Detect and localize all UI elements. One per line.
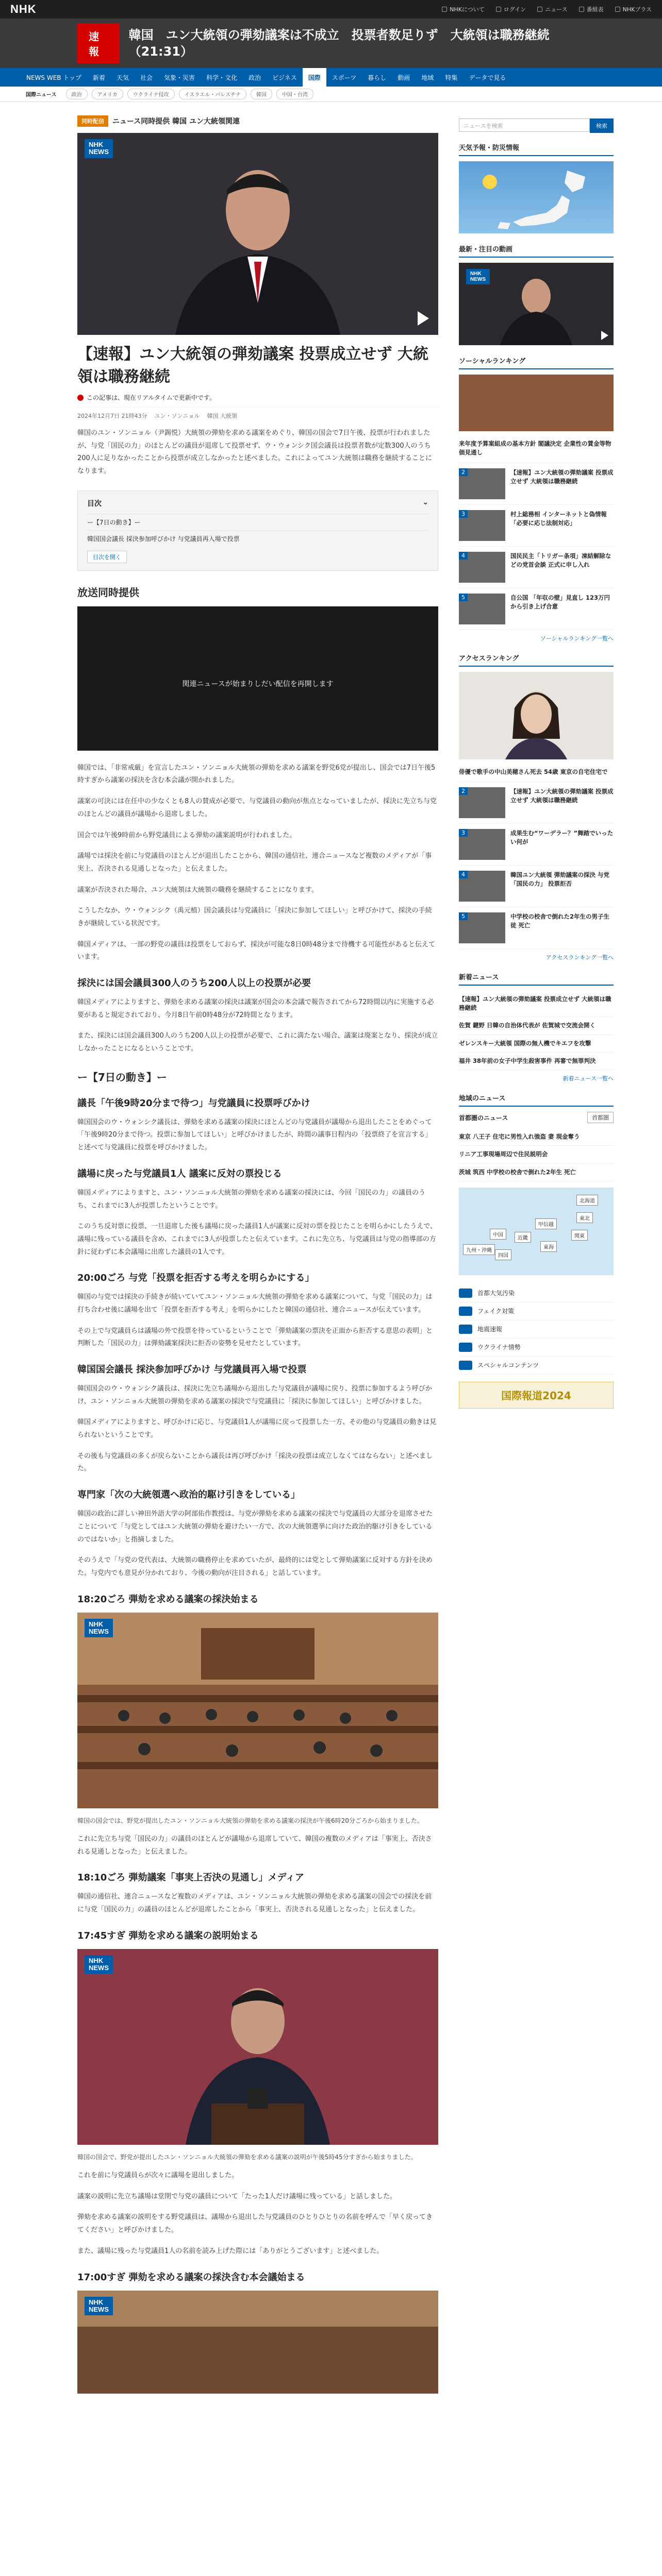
ranking-item[interactable]: [459, 434, 614, 463]
ranking-text: 来年度予算案組成の基本方針 閣議決定 企業性の賃金等物価見通し: [459, 440, 611, 456]
photo-caption: 韓国の国会では、野党が提出したユン・ソンニョル大統領の弾劾を求める議案の採決が午後6時20分ごろから始まりました。: [77, 1817, 423, 1824]
president-figure: [77, 133, 438, 335]
section-heading: 20:00ごろ 与党「投票を拒否する考えを明らかにする」: [77, 1273, 315, 1284]
live-heading: 放送同時提供: [77, 586, 139, 599]
live-message: 関連ニュースが始まりしだい配信を再開します: [182, 680, 334, 688]
section-heading: 韓国国会議長 採決参加呼びかけ 与党議員再入場で投票: [77, 1364, 307, 1375]
lead-paragraph: 韓国のユン・ソンニョル（尹錫悦）大統領の弾劾を求める議案をめぐり、韓国の国会で7日午後、投票が行われましたが、与党「国民の力」のほとんどの議員が退席して投票せず、ウ・ウォンシク国会議長は投票者数が定数300人のうち200人に足りなかったことから投票が成立しなかったと述べました。これによってユン大統領は職務を継続することになります。: [77, 429, 432, 476]
access-thumb: [459, 912, 505, 943]
body-paragraph: これに先立ち与党「国民の力」の議員のほとんどが議場から退席していて、韓国の複数のメディアは「事実上、否決される見通しとなった」と伝えました。: [77, 1835, 432, 1856]
subnav-item[interactable]: 中国・台湾: [276, 89, 313, 99]
meta-tag[interactable]: 韓国 大統領: [207, 413, 237, 419]
body-paragraph: 議案が否決された場合、ユン大統領は大統領の職務を継続することになります。: [77, 886, 318, 894]
service-link[interactable]: [459, 1284, 614, 1302]
rank-number: 3: [459, 510, 468, 518]
access-text: 【速報】ユン大統領の弾劾議案 投票成立せず 大統領は職務継続: [510, 787, 614, 804]
access-item[interactable]: [459, 762, 614, 782]
nav-item-active[interactable]: 国際: [303, 68, 326, 87]
news-icon: [537, 7, 542, 12]
region-pill[interactable]: 東北: [576, 1212, 593, 1223]
local-news-item[interactable]: 東京 八王子 住宅に男性入れ強盗 妻 現金奪う: [459, 1128, 614, 1146]
subnav-title: 国際ニュース: [26, 92, 57, 98]
subnav-item[interactable]: ウクライナ侵攻: [127, 89, 175, 99]
local-news-title: 地域のニュース: [459, 1093, 614, 1107]
ranking-text: 村上総務相 インターネットと偽情報「必要に応じ法制対応」: [510, 510, 607, 527]
body-paragraph: 国会では午後9時前から野党議員による弾劾の議案説明が行われました。: [77, 831, 296, 839]
body-paragraph: 韓国メディアによりますと、呼びかけに応じ、与党議員1人が議場に戻って投票した一方、その他の与党議員の動きは見られないということです。: [77, 1418, 437, 1439]
body-paragraph: 韓国の政治に詳しい神田外語大学の阿部佑作教授は、与党が弾劾を求める議案の採決で与党議員の大部分を退席させたことについて「与党としてはユン大統領の弾劾を避けたい一方で、次の大統領選挙に向けた政治的駆け引きをしているのではないか」と指摘しました。: [77, 1510, 433, 1544]
local-news-item[interactable]: リニア工事現場周辺で住民説明会: [459, 1146, 614, 1163]
nav-item[interactable]: 社会: [140, 74, 153, 81]
sidebar: [459, 111, 614, 2576]
nav-item[interactable]: 暮らし: [368, 74, 387, 81]
news-item[interactable]: 佐賀 鍵野 日韓の自治体代表が 佐賀城で交流会開く: [459, 1017, 614, 1035]
latest-video[interactable]: [459, 263, 614, 345]
section-heading: 18:20ごろ 弾劾を求める議案の採決始まる: [77, 1594, 259, 1605]
nav-item[interactable]: 特集: [445, 74, 458, 81]
article-meta: [77, 407, 438, 420]
toc-title-text: 目次: [87, 499, 102, 508]
service-link[interactable]: [459, 1338, 614, 1357]
ranking-item[interactable]: [459, 547, 614, 588]
body-paragraph: 韓国メディアによりますと、弾劾を求める議案の採決は議案が国会の本会議で報告されてから72時間以内に実施する必要があると規定されており、今月8日午前0時48分が72時間となります。: [77, 998, 434, 1019]
access-item[interactable]: [459, 866, 614, 907]
ranking-text: 国民民主「トリガー条項」凍結解除などの党首会談 正式に申し入れ: [510, 552, 611, 568]
photo-nhk-badge: NHK NEWS: [85, 1955, 113, 1974]
body-paragraph: 韓国では、「非常戒厳」を宣言したユン・ソンニョル大統領の弾劾を求める議案を野党6党が提出し、国会では7日午後5時すぎから議案の採決を含む本会議が開かれました。: [77, 764, 436, 785]
section-heading: 専門家「次の大統領選へ政治的駆け引きをしている」: [77, 1489, 300, 1501]
speaker-at-podium-image: [77, 1949, 438, 2145]
section-heading: 17:00すぎ 弾劾を求める議案の採決含む本会議始まる: [77, 2272, 305, 2283]
service-icon: [459, 1289, 472, 1298]
body-paragraph: 韓国の通信社、連合ニュースなど複数のメディアは、ユン・ソンニョル大統領の弾劾を求める議案の国会での採決を前に与党「国民の力」の議員のほとんどが退席したことから「事実上、否決される見通しとなった」と伝えました。: [77, 1893, 432, 1914]
access-ranking-title: アクセスランキング: [459, 653, 614, 667]
service-label: スペシャルコンテンツ: [477, 1362, 539, 1369]
plenary-session-image: [77, 2291, 438, 2394]
rank-number: 5: [459, 594, 468, 601]
toc-title[interactable]: [87, 498, 428, 509]
body-paragraph: また、採決には国会議員300人のうち200人以上の投票が必要で、これに満たない場合、議案は廃案となり、採決が成立しなかったことになるということです。: [77, 1032, 438, 1053]
body-paragraph: その後も与党議員の多くが戻らないことから議長は再び呼びかけ「採決の投票は成立しなくてはならない」と述べました。: [77, 1452, 433, 1473]
meta-tag[interactable]: ユン・ソンニョル: [154, 413, 200, 419]
access-item[interactable]: [459, 907, 614, 949]
body-paragraph: こうしたなか、ウ・ウォンシク（禹元植）国会議長は与党議員に「採決に参加してほしい」と呼びかけて、採決の手続きが継続している状況です。: [77, 907, 432, 927]
region-pill[interactable]: 甲信越: [535, 1218, 557, 1229]
nav-item[interactable]: NEWS WEB トップ: [26, 74, 81, 81]
nav-item[interactable]: 気象・災害: [164, 74, 195, 81]
body-paragraph: 韓国国会のウ・ウォンシク議長は、弾劾を求める議案の採決にほとんどの与党議員が議場から退出したことをめぐって「午後9時20分まで待つ。投票に参加してほしい」と呼びかけましたが、時間の議事日程内の「投票終了を宣言する」と述べて与党議員に投票を呼びかけました。: [77, 1118, 432, 1152]
top-link-login[interactable]: ログイン: [496, 5, 526, 13]
top-bar: [0, 0, 662, 19]
ranking-more-link[interactable]: ソーシャルランキング一覧へ: [540, 635, 614, 642]
body-paragraph: 議案の説明に先立ち議場は堂閉で与党の議員について「たった1人だけ議場に残っている」と話しました。: [77, 2192, 397, 2200]
login-icon: [496, 7, 501, 12]
ranking-thumb: [459, 594, 505, 624]
region-map: [459, 1188, 614, 1275]
play-icon[interactable]: [418, 311, 429, 326]
breaking-text[interactable]: 韓国 ユン大統領の弾劾議案は不成立 投票者数足りず 大統領は職務継続（21:31）: [128, 27, 550, 59]
program-icon: [579, 7, 584, 12]
table-of-contents: [77, 490, 438, 571]
rank-number: 5: [459, 912, 468, 920]
body-paragraph: 韓国メディアによりますと、ユン・ソンニョル大統領の弾劾を求める議案の採決には、今回「国民の力」の議員のうち、これまでに3人が投票したということです。: [77, 1189, 425, 1210]
photo-nhk-badge: NHK NEWS: [85, 2297, 113, 2316]
nhk-logo[interactable]: NHK: [10, 3, 37, 15]
rank-number: 2: [459, 787, 468, 795]
social-ranking-title: ソーシャルランキング: [459, 355, 614, 369]
body-paragraph: そのうえで「与党の党代表は、大統領の職務停止を求めていたが、最終的には党として弾劾議案に反対する方針を決めた。与党内でも意見が分かれており、今後の動向が注目される」と話しています。: [77, 1556, 433, 1577]
sub-nav: [0, 87, 662, 102]
article-label-row: [77, 115, 438, 127]
nav-item[interactable]: 天気: [117, 74, 129, 81]
service-icon: [459, 1325, 472, 1334]
update-notice: [77, 393, 438, 402]
rank-number: 3: [459, 829, 468, 837]
region-pill[interactable]: 九州・沖縄: [463, 1244, 495, 1255]
section-heading: 議長「午後9時20分まで待つ」与党議員に投票呼びかけ: [77, 1097, 310, 1109]
access-thumb: [459, 787, 505, 818]
ranking-item[interactable]: [459, 505, 614, 547]
region-pill[interactable]: 四国: [495, 1249, 511, 1260]
ranking-top-image[interactable]: [459, 375, 614, 431]
subnav-item[interactable]: イスラエル・パレスチナ: [179, 89, 246, 99]
video-nhk-badge: NHK NEWS: [85, 139, 113, 158]
latest-video-title[interactable]: 最新・注目の動画: [459, 244, 614, 258]
chevron-down-icon[interactable]: ⌄: [422, 498, 428, 506]
rank-number: 2: [459, 468, 468, 476]
toc-item[interactable]: ー【7日の動き】ー: [87, 514, 428, 530]
subnav-item[interactable]: アメリカ: [92, 89, 123, 99]
body-paragraph: 弾劾を求める議案の説明をする野党議員は、議場から退出した与党議員のひとりひとりの名前を呼んで「早く戻ってきてください」と呼びかけました。: [77, 2213, 433, 2234]
nav-item[interactable]: 政治: [249, 74, 261, 81]
news-item[interactable]: ゼレンスキー大統領 国際の無人機でキエフを攻撃: [459, 1035, 614, 1053]
japan-weather-icon: [459, 161, 614, 233]
ranking-thumb: [459, 510, 505, 541]
service-icon: [459, 1343, 472, 1352]
access-thumb: [459, 829, 505, 860]
live-player[interactable]: [77, 606, 438, 751]
publish-date: 2024年12月7日 21時43分: [77, 413, 147, 419]
access-text: 成果生む“ワーデラー？”舞踏でいったい何が: [510, 829, 614, 845]
weather-map[interactable]: [459, 161, 614, 233]
service-link[interactable]: [459, 1320, 614, 1338]
body-paragraph: 議案の可決には在任中の少なくとも8人の賛成が必要で、与党議員の動向が焦点となっていましたが、採決に先立ち与党のほとんどの議員が議場から退席しました。: [77, 798, 437, 818]
news-item[interactable]: 福井 38年前の女子中学生殺害事件 再審で無罪判決: [459, 1053, 614, 1070]
rank-number: 4: [459, 871, 468, 878]
access-text: 俳優で歌手の中山美穂さん死去 54歳 東京の自宅住宅で: [459, 768, 608, 775]
ranking-thumb: [459, 468, 505, 499]
toc-item[interactable]: 韓国国会議長 採決参加呼びかけ 与党議員再入場で投票: [87, 530, 428, 547]
nav-item[interactable]: データで見る: [469, 74, 506, 81]
service-link[interactable]: [459, 1357, 614, 1375]
photo-caption: 韓国の国会で、野党が提出したユン・ソンニョル大統領の弾劾を求める議案の説明が午後5時45分すぎから始まりました。: [77, 2153, 417, 2161]
portrait-image: [459, 672, 614, 759]
article-main: [77, 111, 438, 2576]
service-label: 地震速報: [477, 1326, 503, 1333]
nav-item[interactable]: スポーツ: [332, 74, 357, 81]
ranking-text: 【速報】ユン大統領の弾劾議案 投票成立せず 大統領は職務継続: [510, 468, 614, 485]
breaking-news-bar[interactable]: [0, 19, 662, 68]
play-icon[interactable]: [601, 331, 608, 340]
content-area: [0, 102, 662, 2576]
section-heading: 採決には国会議員300人のうち200人以上の投票が必要: [77, 978, 311, 989]
service-label: フェイク対策: [477, 1308, 515, 1315]
search-row: [459, 118, 614, 133]
news-item[interactable]: 【速報】ユン大統領の弾劾議案 投票成立せず 大統領は職務継続: [459, 991, 614, 1018]
ranking-item[interactable]: [459, 588, 614, 630]
weather-title[interactable]: 天気予報・防災情報: [459, 142, 614, 156]
plus-icon: [615, 7, 620, 12]
promo-banner[interactable]: 国際報道2024: [459, 1382, 614, 1409]
ranking-item[interactable]: [459, 463, 614, 505]
nav-item[interactable]: ビジネス: [272, 74, 297, 81]
breaking-tag: 速報: [77, 23, 120, 63]
plenary-photo: [77, 2291, 438, 2394]
main-nav: [0, 68, 662, 87]
article-headline: 【速報】ユン大統領の弾劾議案 投票成立せず 大統領は職務継続: [77, 345, 428, 386]
top-links: [442, 5, 652, 13]
access-text: 中学校の校舎で倒れた2年生の男子生徒 死亡: [510, 912, 609, 929]
section-heading-moves: ー【7日の動き】ー: [77, 1071, 167, 1083]
new-news-title: 新着ニュース: [459, 972, 614, 986]
body-paragraph: このうち反対票に投票、一旦退席した後も議場に戻った議員1人が議案に反対の票を投じたことを明らかにしたうえで、議場に残っている議員を含め、これまでに3人が投票したと伝えています。これに先立ち、与党議員は与党の指導部の方針に従わずに本会議場に出席した議員の1人です。: [77, 1223, 437, 1256]
news-more-link[interactable]: 新着ニュース一覧へ: [562, 1075, 614, 1082]
section-heading: 議場に戻った与党議員1人 議案に反対の票投じる: [77, 1168, 282, 1179]
about-icon: [442, 7, 447, 12]
assembly-photo: [77, 1613, 438, 1808]
access-item[interactable]: [459, 782, 614, 824]
toc-open-button[interactable]: 目次を開く: [87, 551, 127, 563]
nav-item[interactable]: 新着: [93, 74, 106, 81]
access-more-link[interactable]: アクセスランキング一覧へ: [545, 954, 614, 961]
body-paragraph: 韓国メディアは、一部の野党の議員は投票をしておらず、採決が可能な8日0時48分まで待機する可能性があると伝えています。: [77, 940, 436, 961]
region-pill[interactable]: 中国: [490, 1229, 506, 1240]
subnav-item[interactable]: 政治: [66, 89, 88, 99]
region-row: [459, 1112, 614, 1123]
access-item[interactable]: [459, 824, 614, 866]
region-pill[interactable]: 東海: [540, 1241, 557, 1252]
speaker-photo: [77, 1949, 438, 2145]
local-label: 首都圏のニュース: [459, 1114, 508, 1122]
service-label: 首都大気汚染: [477, 1290, 515, 1297]
body-paragraph: また、議場に残った与党議員1人の名前を読み上げた際には「ありがとうございます」と述べました。: [77, 2247, 384, 2255]
local-news-item[interactable]: 茨城 筑西 中学校の校舎で倒れた2年生 死亡: [459, 1164, 614, 1181]
live-dot-icon: [77, 395, 84, 401]
nav-item[interactable]: 科学・文化: [206, 74, 238, 81]
body-paragraph: その上で与党議員らは議場の外で投票を待っているということで「弾劾議案の票決を正面から拒否する意思の表明」と判断した「国民の力」は弾劾議案採決に拒否の姿勢を見せたとしています。: [77, 1327, 433, 1348]
subnav-item[interactable]: 韓国: [251, 89, 272, 99]
live-badge: 同時配信: [77, 115, 108, 127]
search-button[interactable]: 検索: [590, 118, 614, 133]
top-link-plus[interactable]: NHKプラス: [615, 5, 652, 13]
section-heading: 17:45すぎ 弾劾を求める議案の説明始まる: [77, 1930, 259, 1941]
nav-item[interactable]: 動画: [398, 74, 410, 81]
rank-number: 4: [459, 552, 468, 560]
service-link[interactable]: [459, 1302, 614, 1320]
region-pill[interactable]: 近畿: [515, 1232, 531, 1243]
search-input[interactable]: ニュースを検索: [459, 118, 590, 132]
body-paragraph: 議場では採決を前に与党議員のほとんどが退出したことから、韓国の通信社、連合ニュースなど複数のメディアが「事実上、否決される見通しとなった」と伝えました。: [77, 852, 432, 873]
body-paragraph: これを前に与党議員らが次々に議場を退出しました。: [77, 2172, 239, 2180]
access-top-image[interactable]: [459, 672, 614, 759]
access-thumb: [459, 871, 505, 902]
top-link-about[interactable]: NHKについて: [442, 5, 485, 13]
region-pill[interactable]: 関東: [571, 1230, 588, 1241]
video-nhk-badge: NHK NEWS: [466, 269, 490, 284]
top-link-program[interactable]: 番組表: [579, 5, 604, 13]
section-heading: 18:10ごろ 弾劾議案「事実上否決の見通し」メディア: [77, 1872, 305, 1884]
service-label: ウクライナ情勢: [477, 1344, 521, 1351]
service-icon: [459, 1361, 472, 1370]
ranking-text: 自公国 「年収の壁」見直し 123万円から引き上げ合意: [510, 594, 610, 610]
ranking-thumb: [459, 552, 505, 583]
update-notice-text: この記事は、現在リアルタイムで更新中です。: [87, 394, 216, 401]
photo-nhk-badge: NHK NEWS: [85, 1619, 113, 1638]
nav-item[interactable]: 地域: [421, 74, 434, 81]
body-paragraph: 韓国の与党では採決の手続きが続いていてユン・ソンニョル大統領の弾劾を求める議案について、与党「国民の力」は打ち合わせ後に議場を出て「投票を拒否する考え」を明らかにしたと韓国の通信社、連合ニュースが伝えています。: [77, 1293, 433, 1314]
assembly-hall-image: [77, 1613, 438, 1808]
lead-video[interactable]: [77, 133, 438, 335]
article-label: ニュース同時提供 韓国 ユン大統領関連: [112, 117, 240, 126]
access-text: 韓国ユン大統領 弾劾議案の採決 与党「国民の力」 投票拒否: [510, 871, 610, 887]
region-select[interactable]: 首都圏: [587, 1112, 614, 1123]
body-paragraph: 韓国国会のウ・ウォンシク議長は、採決に先立ち議場から退出した与党議員が議場に戻り、投票に参加するよう呼びかけ、ユン・ソンニョル大統領の弾劾を求める議案の採決で与党議員に「採決に参加してほしい」と呼びかけました。: [77, 1385, 432, 1405]
region-pill[interactable]: 北海道: [576, 1195, 598, 1206]
top-link-news[interactable]: ニュース: [537, 5, 567, 13]
service-icon: [459, 1307, 472, 1316]
